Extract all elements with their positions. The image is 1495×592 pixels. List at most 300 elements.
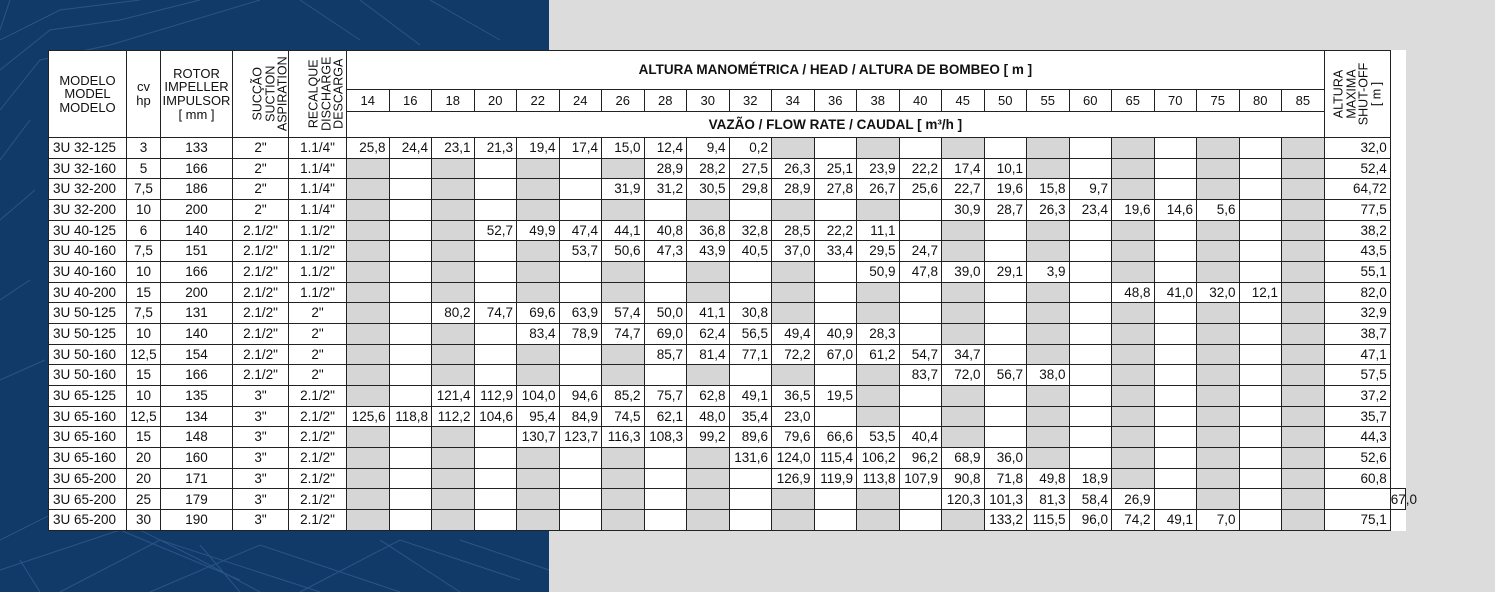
- flow-value-cell: [517, 468, 560, 489]
- flow-value-cell: [899, 324, 942, 345]
- flow-value-cell: [347, 200, 390, 221]
- flow-value-cell: [1069, 324, 1112, 345]
- flow-value-cell: [474, 179, 517, 200]
- flow-value-cell: [389, 179, 432, 200]
- head-value-cell: 26: [602, 90, 645, 112]
- model-cell: 3U 40-160: [49, 262, 127, 283]
- head-value-cell: 16: [389, 90, 432, 112]
- suction-cell: 3": [233, 510, 289, 531]
- flow-value-cell: [984, 303, 1027, 324]
- discharge-cell: 1.1/2": [289, 262, 347, 283]
- flow-value-cell: [1239, 489, 1282, 510]
- power-cell: 15: [127, 365, 161, 386]
- discharge-cell: 2": [289, 365, 347, 386]
- flow-value-cell: [1027, 220, 1070, 241]
- flow-value-cell: [984, 282, 1027, 303]
- flow-value-cell: 27,5: [729, 158, 772, 179]
- flow-value-cell: [857, 200, 900, 221]
- discharge-cell: 2.1/2": [289, 489, 347, 510]
- flow-value-cell: [517, 344, 560, 365]
- shutoff-cell: 52,6: [1324, 448, 1390, 469]
- flow-value-cell: 19,6: [1112, 200, 1155, 221]
- flow-value-cell: [687, 448, 730, 469]
- flow-value-cell: [432, 344, 475, 365]
- flow-value-cell: [559, 344, 602, 365]
- discharge-cell: 2": [289, 303, 347, 324]
- flow-value-cell: 33,4: [814, 241, 857, 262]
- flow-value-cell: 53,7: [559, 241, 602, 262]
- flow-value-cell: [1197, 262, 1240, 283]
- table-row: [49, 448, 1406, 469]
- flow-value-cell: [1154, 262, 1197, 283]
- flow-value-cell: [729, 468, 772, 489]
- flow-value-cell: 62,4: [687, 324, 730, 345]
- rotor-cell: 166: [161, 365, 233, 386]
- header-discharge-pt: RECALQUE: [306, 59, 321, 129]
- flow-value-cell: [814, 406, 857, 427]
- flow-value-cell: [347, 282, 390, 303]
- flow-value-cell: [1239, 344, 1282, 365]
- flow-value-cell: [389, 365, 432, 386]
- flow-value-cell: [347, 262, 390, 283]
- flow-value-cell: [1324, 489, 1390, 510]
- power-cell: 15: [127, 427, 161, 448]
- flow-value-cell: 32,8: [729, 220, 772, 241]
- suction-cell: 2": [233, 158, 289, 179]
- flow-value-cell: 124,0: [772, 448, 815, 469]
- flow-value-cell: 121,4: [432, 386, 475, 407]
- flow-value-cell: [347, 303, 390, 324]
- flow-value-cell: [602, 365, 645, 386]
- shutoff-cell: 64,72: [1324, 179, 1390, 200]
- power-cell: 20: [127, 468, 161, 489]
- flow-value-cell: [602, 448, 645, 469]
- model-cell: 3U 40-160: [49, 241, 127, 262]
- flow-value-cell: 104,0: [517, 386, 560, 407]
- table-row: [49, 344, 1406, 365]
- shutoff-cell: 60,8: [1324, 468, 1390, 489]
- flow-value-cell: [1069, 138, 1112, 159]
- flow-value-cell: 104,6: [474, 406, 517, 427]
- suction-cell: 2.1/2": [233, 303, 289, 324]
- power-cell: 7,5: [127, 241, 161, 262]
- flow-value-cell: [814, 303, 857, 324]
- flow-value-cell: 101,3: [984, 489, 1027, 510]
- header-suction-pt: SUCÇÃO: [250, 67, 265, 121]
- power-cell: 10: [127, 324, 161, 345]
- flow-value-cell: [1239, 510, 1282, 531]
- flow-value-cell: 19,4: [517, 138, 560, 159]
- flow-value-cell: [814, 365, 857, 386]
- rotor-cell: 186: [161, 179, 233, 200]
- flow-value-cell: [1027, 303, 1070, 324]
- model-cell: 3U 32-125: [49, 138, 127, 159]
- flow-value-cell: [942, 241, 985, 262]
- flow-value-cell: [389, 241, 432, 262]
- flow-value-cell: [474, 282, 517, 303]
- flow-value-cell: [1069, 282, 1112, 303]
- flow-value-cell: [1154, 303, 1197, 324]
- model-cell: 3U 50-160: [49, 365, 127, 386]
- flow-value-cell: 28,7: [984, 200, 1027, 221]
- flow-value-cell: [899, 220, 942, 241]
- flow-value-cell: [474, 510, 517, 531]
- flow-value-cell: [1197, 406, 1240, 427]
- flow-value-cell: 125,6: [347, 406, 390, 427]
- flow-value-cell: 25,1: [814, 158, 857, 179]
- table-row: [49, 324, 1406, 345]
- flow-value-cell: 9,4: [687, 138, 730, 159]
- flow-value-cell: [602, 489, 645, 510]
- flow-value-cell: [1197, 427, 1240, 448]
- flow-value-cell: [857, 303, 900, 324]
- rotor-cell: 154: [161, 344, 233, 365]
- flow-value-cell: [1197, 138, 1240, 159]
- flow-value-cell: 40,9: [814, 324, 857, 345]
- flow-value-cell: [347, 241, 390, 262]
- discharge-cell: 1.1/4": [289, 158, 347, 179]
- flow-value-cell: 28,5: [772, 220, 815, 241]
- flow-value-cell: [1197, 344, 1240, 365]
- head-value-cell: 34: [772, 90, 815, 112]
- flow-value-cell: [857, 406, 900, 427]
- flow-value-cell: [1282, 324, 1325, 345]
- head-value-cell: 38: [857, 90, 900, 112]
- flow-value-cell: [474, 241, 517, 262]
- flow-value-cell: [1069, 344, 1112, 365]
- flow-value-cell: 77,1: [729, 344, 772, 365]
- flow-value-cell: [1197, 220, 1240, 241]
- model-cell: 3U 32-160: [49, 158, 127, 179]
- flow-value-cell: [1239, 303, 1282, 324]
- flow-value-cell: [1154, 406, 1197, 427]
- flow-value-cell: 61,2: [857, 344, 900, 365]
- flow-value-cell: 40,5: [729, 241, 772, 262]
- table-row: [49, 489, 1406, 510]
- flow-value-cell: [942, 427, 985, 448]
- flow-value-cell: 126,9: [772, 468, 815, 489]
- flow-value-cell: [1239, 468, 1282, 489]
- header-suction-es: ASPIRATION: [275, 56, 290, 132]
- head-value-cell: 36: [814, 90, 857, 112]
- flow-value-cell: 80,2: [432, 303, 475, 324]
- flow-value-cell: [729, 365, 772, 386]
- flow-value-cell: 14,6: [1154, 200, 1197, 221]
- flow-value-cell: [474, 200, 517, 221]
- head-value-cell: 70: [1154, 90, 1197, 112]
- flow-value-cell: [984, 406, 1027, 427]
- head-title: ALTURA MANOMÉTRICA / HEAD / ALTURA DE BOMBEO [ m ]: [347, 51, 1325, 90]
- flow-value-cell: [772, 138, 815, 159]
- flow-value-cell: 26,7: [857, 179, 900, 200]
- flow-value-cell: [1027, 344, 1070, 365]
- head-value-cell: 22: [517, 90, 560, 112]
- flow-value-cell: [347, 489, 390, 510]
- flow-value-cell: 74,7: [474, 303, 517, 324]
- flow-value-cell: [1154, 448, 1197, 469]
- header-model-en: MODEL: [64, 86, 111, 102]
- flow-value-cell: [644, 365, 687, 386]
- flow-value-cell: [1197, 489, 1240, 510]
- flow-value-cell: [1069, 406, 1112, 427]
- rotor-cell: 179: [161, 489, 233, 510]
- flow-value-cell: 84,9: [559, 406, 602, 427]
- flow-value-cell: [772, 282, 815, 303]
- header-model-pt: MODELO: [59, 72, 116, 88]
- flow-value-cell: [644, 282, 687, 303]
- power-cell: 6: [127, 220, 161, 241]
- flow-value-cell: 26,3: [772, 158, 815, 179]
- flow-value-cell: [1112, 138, 1155, 159]
- flow-value-cell: [347, 468, 390, 489]
- flow-value-cell: 22,2: [899, 158, 942, 179]
- flow-value-cell: 17,4: [559, 138, 602, 159]
- flow-value-cell: [687, 200, 730, 221]
- flow-value-cell: [432, 468, 475, 489]
- suction-cell: 2": [233, 138, 289, 159]
- flow-value-cell: 40,4: [899, 427, 942, 448]
- flow-value-cell: [559, 200, 602, 221]
- flow-value-cell: [474, 344, 517, 365]
- flow-value-cell: [729, 200, 772, 221]
- flow-value-cell: [942, 510, 985, 531]
- flow-value-cell: [389, 324, 432, 345]
- table-row: [49, 468, 1406, 489]
- table-row: [49, 241, 1406, 262]
- flow-value-cell: 96,2: [899, 448, 942, 469]
- flow-value-cell: [389, 220, 432, 241]
- header-discharge-rotated: [307, 57, 345, 131]
- flow-value-cell: 112,9: [474, 386, 517, 407]
- discharge-cell: 1.1/2": [289, 241, 347, 262]
- discharge-cell: 2": [289, 344, 347, 365]
- flow-value-cell: [899, 386, 942, 407]
- flow-value-cell: [1197, 179, 1240, 200]
- flow-value-cell: [389, 282, 432, 303]
- flow-value-cell: 24,4: [389, 138, 432, 159]
- flow-value-cell: 115,5: [1027, 510, 1070, 531]
- flow-value-cell: [1154, 365, 1197, 386]
- model-cell: 3U 65-160: [49, 448, 127, 469]
- flow-value-cell: 40,8: [644, 220, 687, 241]
- flow-value-cell: 41,1: [687, 303, 730, 324]
- flow-value-cell: [942, 138, 985, 159]
- power-cell: 12,5: [127, 344, 161, 365]
- flow-value-cell: [389, 303, 432, 324]
- head-value-cell: 75: [1197, 90, 1240, 112]
- flow-value-cell: [432, 489, 475, 510]
- flow-value-cell: [1069, 303, 1112, 324]
- discharge-cell: 1.1/2": [289, 220, 347, 241]
- flow-value-cell: [1112, 344, 1155, 365]
- flow-value-cell: 18,9: [1069, 468, 1112, 489]
- flow-value-cell: [1112, 241, 1155, 262]
- flow-title: VAZÃO / FLOW RATE / CAUDAL [ m³/h ]: [347, 112, 1325, 138]
- head-value-cell: 80: [1239, 90, 1282, 112]
- header-discharge-es: DESCARGA: [331, 58, 346, 130]
- flow-value-cell: [857, 365, 900, 386]
- flow-value-cell: 94,6: [559, 386, 602, 407]
- flow-value-cell: [389, 386, 432, 407]
- flow-value-cell: [559, 158, 602, 179]
- flow-value-cell: [1112, 386, 1155, 407]
- flow-value-cell: [559, 365, 602, 386]
- flow-value-cell: 49,8: [1027, 468, 1070, 489]
- head-value-cell: 28: [644, 90, 687, 112]
- suction-cell: 3": [233, 489, 289, 510]
- table-row: [49, 386, 1406, 407]
- shutoff-cell: 47,1: [1324, 344, 1390, 365]
- model-cell: 3U 65-200: [49, 489, 127, 510]
- flow-value-cell: [1239, 324, 1282, 345]
- flow-value-cell: [347, 220, 390, 241]
- flow-value-cell: [1154, 138, 1197, 159]
- rotor-cell: 135: [161, 386, 233, 407]
- suction-cell: 2.1/2": [233, 220, 289, 241]
- rotor-cell: 134: [161, 406, 233, 427]
- flow-value-cell: 28,9: [772, 179, 815, 200]
- flow-value-cell: [1239, 179, 1282, 200]
- head-value-cell: 45: [942, 90, 985, 112]
- flow-value-cell: [644, 489, 687, 510]
- model-cell: 3U 65-160: [49, 427, 127, 448]
- head-value-cell: 60: [1069, 90, 1112, 112]
- flow-value-cell: [814, 510, 857, 531]
- discharge-cell: 1.1/4": [289, 200, 347, 221]
- head-value-cell: 32: [729, 90, 772, 112]
- head-value-cell: 65: [1112, 90, 1155, 112]
- flow-value-cell: 15,0: [602, 138, 645, 159]
- model-cell: 3U 32-200: [49, 179, 127, 200]
- power-cell: 15: [127, 282, 161, 303]
- flow-value-cell: [1154, 489, 1197, 510]
- flow-value-cell: 106,2: [857, 448, 900, 469]
- flow-value-cell: [1197, 448, 1240, 469]
- flow-value-cell: 25,6: [899, 179, 942, 200]
- rotor-cell: 148: [161, 427, 233, 448]
- flow-value-cell: 75,7: [644, 386, 687, 407]
- flow-value-cell: 30,8: [729, 303, 772, 324]
- flow-value-cell: [857, 489, 900, 510]
- flow-value-cell: [517, 448, 560, 469]
- flow-value-cell: 48,8: [1112, 282, 1155, 303]
- flow-value-cell: [432, 241, 475, 262]
- flow-value-cell: 74,2: [1112, 510, 1155, 531]
- model-cell: 3U 65-200: [49, 510, 127, 531]
- flow-value-cell: [1282, 489, 1325, 510]
- flow-value-cell: [347, 365, 390, 386]
- table-row: [49, 179, 1406, 200]
- flow-value-cell: 118,8: [389, 406, 432, 427]
- shutoff-cell: 67,0: [1390, 489, 1405, 510]
- flow-value-cell: 7,0: [1197, 510, 1240, 531]
- flow-value-cell: [559, 448, 602, 469]
- flow-value-cell: 24,7: [899, 241, 942, 262]
- flow-value-cell: 0,2: [729, 138, 772, 159]
- flow-value-cell: [432, 510, 475, 531]
- flow-value-cell: 29,8: [729, 179, 772, 200]
- head-value-cell: 14: [347, 90, 390, 112]
- flow-value-cell: 96,0: [1069, 510, 1112, 531]
- suction-cell: 2.1/2": [233, 324, 289, 345]
- flow-value-cell: [432, 282, 475, 303]
- power-cell: 10: [127, 262, 161, 283]
- head-value-cell: 40: [899, 90, 942, 112]
- power-cell: 10: [127, 386, 161, 407]
- flow-value-cell: [984, 427, 1027, 448]
- flow-value-cell: 107,9: [899, 468, 942, 489]
- header-rotor-unit: [ mm ]: [178, 106, 215, 122]
- flow-value-cell: [984, 138, 1027, 159]
- discharge-cell: 1.1/2": [289, 282, 347, 303]
- table-row: [49, 365, 1406, 386]
- flow-value-cell: [1154, 220, 1197, 241]
- table-row: [49, 138, 1406, 159]
- flow-value-cell: 130,7: [517, 427, 560, 448]
- flow-value-cell: [1154, 179, 1197, 200]
- discharge-cell: 2.1/2": [289, 386, 347, 407]
- flow-value-cell: [347, 344, 390, 365]
- flow-value-cell: [347, 158, 390, 179]
- flow-value-cell: [1112, 179, 1155, 200]
- discharge-cell: 2.1/2": [289, 510, 347, 531]
- flow-value-cell: [1239, 138, 1282, 159]
- flow-value-cell: 34,7: [942, 344, 985, 365]
- flow-value-cell: [1197, 303, 1240, 324]
- flow-value-cell: [1027, 448, 1070, 469]
- flow-value-cell: 112,2: [432, 406, 475, 427]
- flow-value-cell: [517, 489, 560, 510]
- flow-value-cell: [899, 510, 942, 531]
- flow-value-cell: 9,7: [1069, 179, 1112, 200]
- flow-value-cell: [1197, 365, 1240, 386]
- flow-value-cell: [474, 427, 517, 448]
- flow-value-cell: [474, 448, 517, 469]
- flow-value-cell: 44,1: [602, 220, 645, 241]
- flow-value-cell: [1197, 386, 1240, 407]
- flow-value-cell: [942, 282, 985, 303]
- flow-value-cell: [644, 468, 687, 489]
- shutoff-cell: 52,4: [1324, 158, 1390, 179]
- flow-value-cell: [1282, 365, 1325, 386]
- flow-value-cell: [1239, 365, 1282, 386]
- flow-value-cell: 28,9: [644, 158, 687, 179]
- flow-value-cell: [559, 468, 602, 489]
- suction-cell: 2.1/2": [233, 344, 289, 365]
- shutoff-cell: 43,5: [1324, 241, 1390, 262]
- flow-value-cell: 23,0: [772, 406, 815, 427]
- flow-value-cell: [347, 179, 390, 200]
- header-shutoff-2: MAXIMA: [1343, 69, 1358, 119]
- flow-value-cell: [857, 510, 900, 531]
- rotor-cell: 171: [161, 468, 233, 489]
- flow-value-cell: 38,0: [1027, 365, 1070, 386]
- flow-value-cell: 49,1: [1154, 510, 1197, 531]
- shutoff-cell: 38,7: [1324, 324, 1390, 345]
- flow-value-cell: [1154, 241, 1197, 262]
- flow-value-cell: [687, 510, 730, 531]
- flow-value-cell: 47,4: [559, 220, 602, 241]
- flow-value-cell: 11,1: [857, 220, 900, 241]
- performance-table-sheet: [48, 50, 1418, 531]
- table-row: [49, 303, 1406, 324]
- flow-value-cell: 52,7: [474, 220, 517, 241]
- header-rotor-en: IMPELLER: [164, 79, 229, 95]
- flow-value-cell: 56,7: [984, 365, 1027, 386]
- flow-value-cell: 99,2: [687, 427, 730, 448]
- flow-value-cell: 32,0: [1197, 282, 1240, 303]
- power-cell: 3: [127, 138, 161, 159]
